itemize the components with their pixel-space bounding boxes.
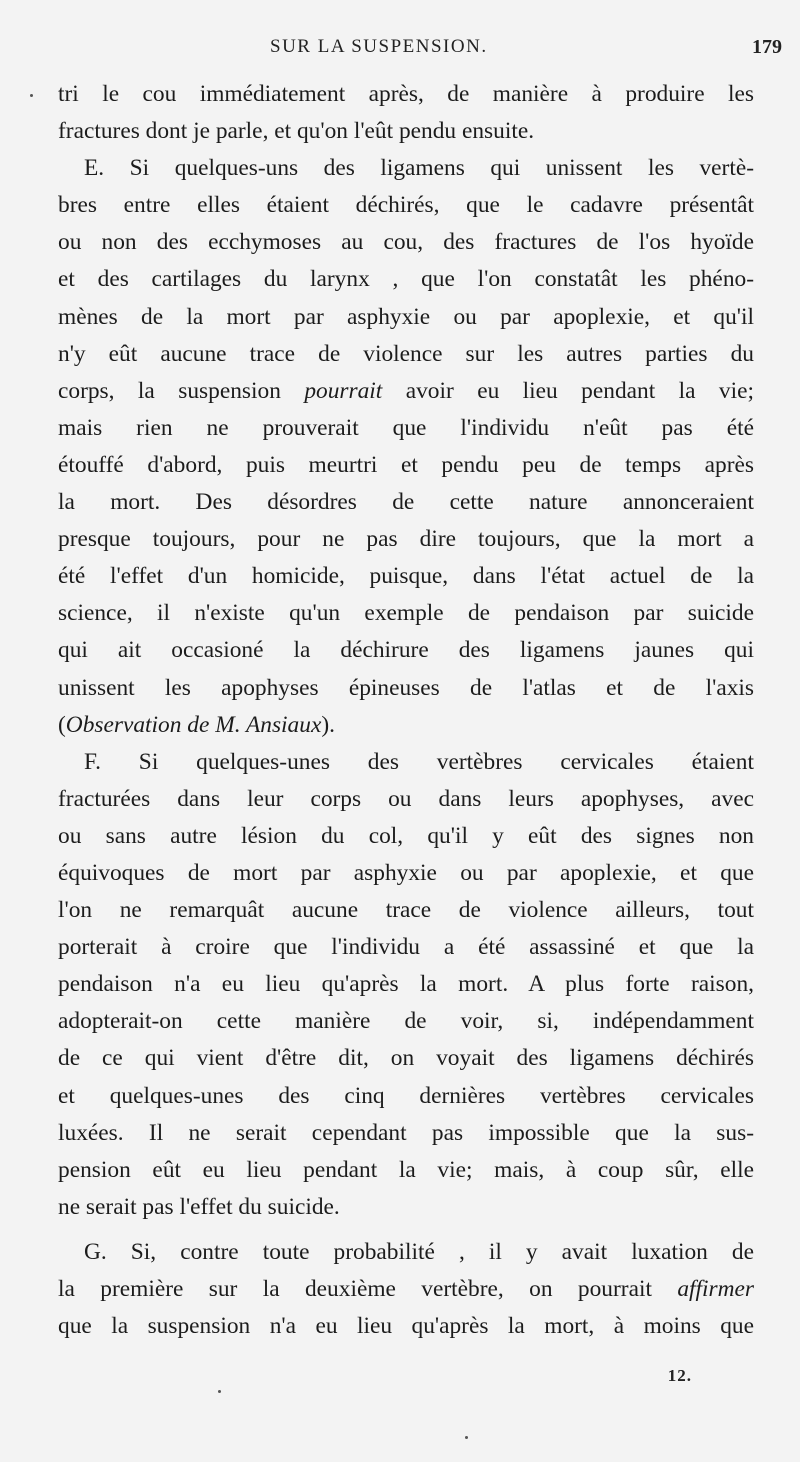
print-speck bbox=[30, 94, 33, 97]
text-line: G. Si, contre toute probabilité , il y avait luxation de bbox=[84, 1238, 754, 1265]
text-line: qui ait occasioné la déchirure des ligamens jaunes qui bbox=[58, 637, 754, 664]
text-line: et quelques-unes des cinq dernières vertèbres cervicales bbox=[58, 1082, 754, 1109]
running-title: SUR LA SUSPENSION. bbox=[270, 36, 488, 57]
text-line: ou sans autre lésion du col, qu'il y eût des signes non bbox=[58, 822, 754, 849]
text-line: bres entre elles étaient déchirés, que le cadavre présentât bbox=[58, 192, 754, 219]
text-line: et des cartilages du larynx , que l'on constatât les phéno- bbox=[58, 266, 754, 293]
text-line: fractures dont je parle, et qu'on l'eût pendu ensuite. bbox=[58, 118, 535, 145]
text-line: (Observation de M. Ansiaux). bbox=[58, 711, 335, 738]
text-line: mais rien ne prouverait que l'individu n'eût pas été bbox=[58, 414, 754, 441]
text-line: science, il n'existe qu'un exemple de pendaison par suicide bbox=[58, 600, 754, 627]
text-line: été l'effet d'un homicide, puisque, dans l'état actuel de la bbox=[58, 563, 754, 590]
text-line: pendaison n'a eu lieu qu'après la mort. A plus forte raison, bbox=[58, 971, 754, 998]
text-line: n'y eût aucune trace de violence sur les autres parties du bbox=[58, 340, 754, 367]
page-number: 179 bbox=[752, 36, 782, 58]
text-line: mènes de la mort par asphyxie ou par apoplexie, et qu'il bbox=[58, 303, 754, 330]
text-line: la mort. Des désordres de cette nature annonceraient bbox=[58, 489, 754, 516]
text-line: porterait à croire que l'individu a été assassiné et que la bbox=[58, 934, 754, 961]
signature-mark: 12. bbox=[667, 1366, 692, 1385]
text-line: corps, la suspension pourrait avoir eu lieu pendant la vie; bbox=[58, 377, 754, 404]
text-line: l'on ne remarquât aucune trace de violence ailleurs, tout bbox=[58, 897, 754, 924]
text-line: adopterait-on cette manière de voir, si, indépendamment bbox=[58, 1008, 754, 1035]
text-line: F. Si quelques-unes des vertèbres cervicales étaient bbox=[84, 748, 754, 775]
text-line: étouffé d'abord, puis meurtri et pendu peu de temps après bbox=[58, 451, 754, 478]
print-speck bbox=[218, 1390, 221, 1393]
text-line: fracturées dans leur corps ou dans leurs apophyses, avec bbox=[58, 785, 754, 812]
print-speck bbox=[465, 1436, 468, 1439]
text-line: unissent les apophyses épineuses de l'atlas et de l'axis bbox=[58, 674, 754, 701]
text-line: ne serait pas l'effet du suicide. bbox=[58, 1193, 340, 1220]
text-line: tri le cou immédiatement après, de manière à produire les bbox=[58, 81, 754, 107]
text-line: que la suspension n'a eu lieu qu'après la mort, à moins que bbox=[58, 1313, 754, 1340]
text-line: pension eût eu lieu pendant la vie; mais, à coup sûr, elle bbox=[58, 1156, 754, 1183]
text-line: de ce qui vient d'être dit, on voyait des ligamens déchirés bbox=[58, 1045, 754, 1072]
text-line: E. Si quelques-uns des ligamens qui unissent les vertè- bbox=[84, 155, 754, 182]
body-text bbox=[58, 76, 754, 1345]
text-line: la première sur la deuxième vertèbre, on pourrait affirmer bbox=[58, 1276, 754, 1302]
text-line: presque toujours, pour ne pas dire toujours, que la mort a bbox=[58, 526, 754, 553]
page-header bbox=[0, 36, 800, 66]
text-line: ou non des ecchymoses au cou, des fractures de l'os hyoïde bbox=[58, 229, 754, 256]
text-line: équivoques de mort par asphyxie ou par apoplexie, et que bbox=[58, 859, 754, 886]
text-line: luxées. Il ne serait cependant pas impossible que la sus- bbox=[58, 1119, 754, 1146]
